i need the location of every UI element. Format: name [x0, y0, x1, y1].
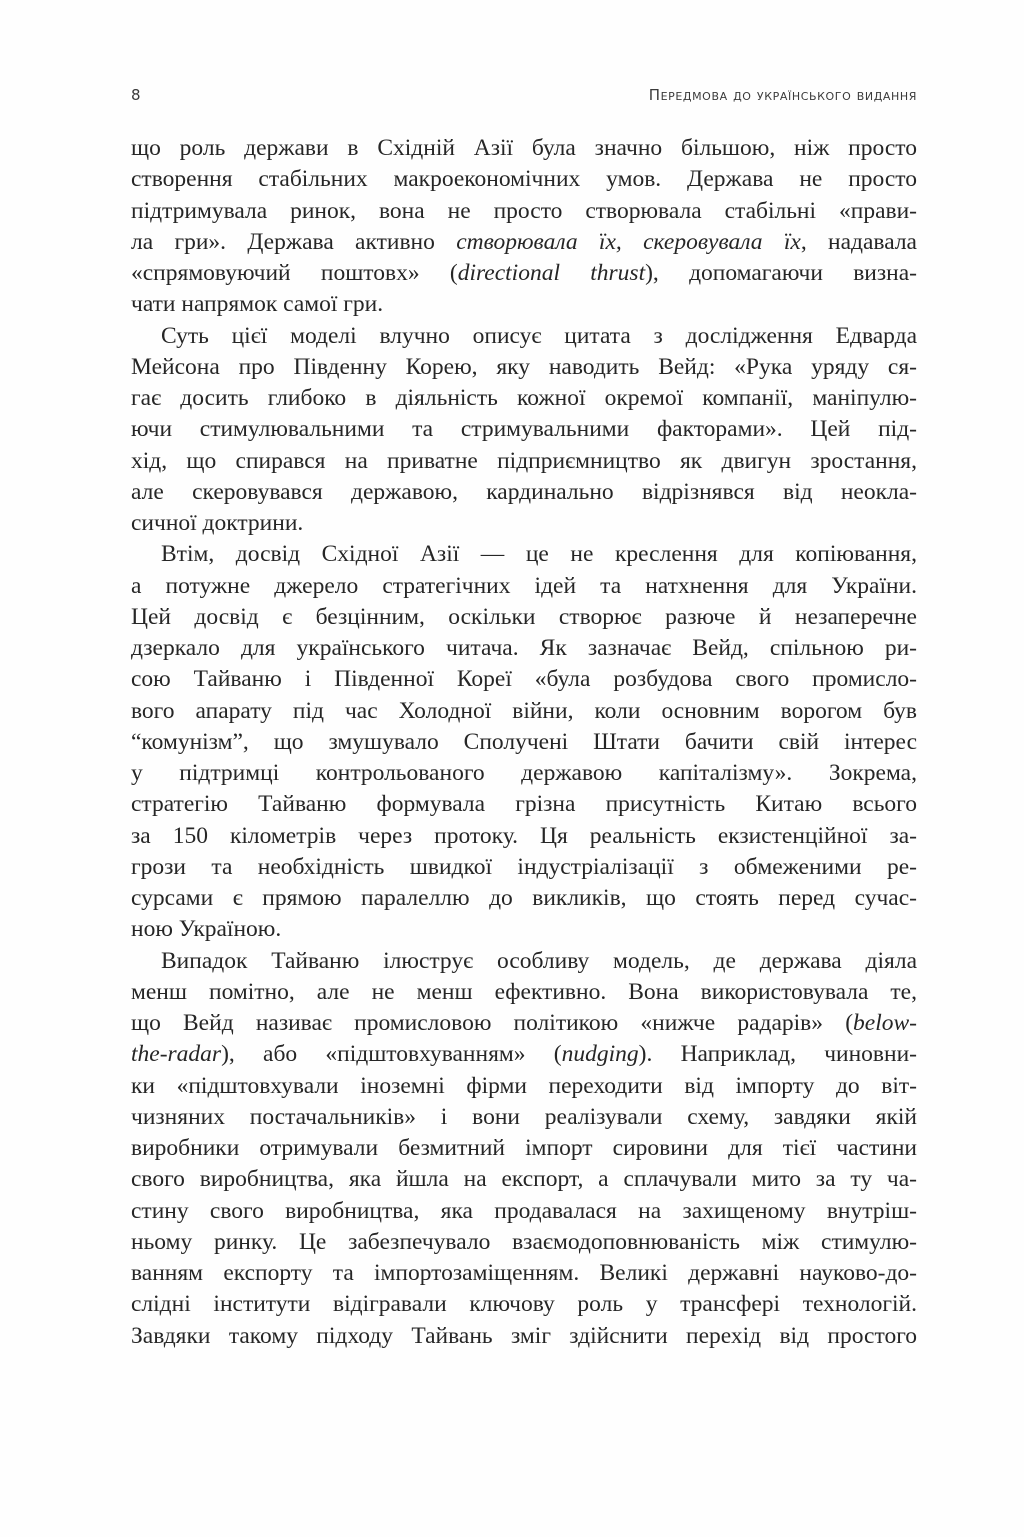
text-line: [131, 1133, 917, 1164]
text-span: підтримувала ринок, вона не просто створювала стабільні «прави-: [131, 197, 917, 224]
text-line: [131, 227, 917, 258]
text-line: [131, 1227, 917, 1258]
text-span: за 150 кілометрів через протоку. Ця реальність екзистенційної за-: [131, 822, 917, 849]
italic-term: the-radar: [131, 1041, 222, 1068]
text-span: вого апарату під час Холодної війни, коли основним ворогом був: [131, 697, 917, 724]
text-span: слідні інститути відігравали ключову роль у трансфері технологій.: [131, 1291, 917, 1318]
text-line: [131, 133, 917, 164]
text-line: [131, 383, 917, 414]
italic-term: directional thrust: [457, 260, 646, 286]
text-line: [131, 508, 917, 539]
italic-term: below-: [853, 1010, 917, 1036]
text-span: ), або «підштовхуванням» (: [221, 1041, 562, 1068]
text-line: [131, 477, 917, 508]
text-span: ), допомагаючи визна-: [645, 260, 917, 286]
text-line: [131, 258, 917, 289]
text-line: [131, 446, 917, 477]
text-span: Випадок Тайваню ілюструє особливу модель, де держава діяла: [161, 947, 917, 974]
text-span: у підтримці контрольованого державою капіталізму». Зокрема,: [131, 760, 917, 786]
text-line: [131, 977, 917, 1008]
text-span: менш помітно, але не менш ефективно. Вона використовувала те,: [131, 978, 917, 1005]
italic-emphasis: створювала їх, скеровувала їх: [456, 228, 801, 255]
text-line: [131, 571, 917, 602]
text-line: [131, 789, 917, 820]
text-span: Суть цієї моделі влучно описує цитата з дослідження Едварда: [161, 322, 917, 349]
text-line: [131, 1039, 917, 1070]
text-line: [131, 633, 917, 664]
text-span: ки «підштовхували іноземні фірми переходити від імпорту до віт-: [131, 1072, 917, 1099]
text-span: виробники отримували безмитний імпорт сировини для тієї частини: [131, 1135, 917, 1161]
running-header: [131, 86, 917, 110]
text-span: сичної доктрини.: [131, 510, 304, 536]
italic-term: nudging: [561, 1041, 639, 1068]
text-line: [131, 1321, 917, 1352]
text-line: [131, 539, 917, 570]
text-line: [131, 414, 917, 445]
text-line: [131, 321, 917, 352]
text-span: свого виробництва, яка йшла на експорт, а сплачували мито за ту ча-: [131, 1166, 917, 1193]
text-span: Мейсона про Південну Корею, яку наводить Вейд: «Рука уряду ся-: [131, 353, 917, 380]
text-span: грози та необхідність швидкої індустріалізації з обмеженими ре-: [131, 853, 917, 880]
text-span: ючи стимулювальними та стримувальними факторами». Цей під-: [131, 416, 917, 443]
text-span: хід, що спирався на приватне підприємництво як двигун зростання,: [131, 447, 917, 474]
text-span: чати напрямок самої гри.: [131, 291, 384, 318]
text-line: [131, 1196, 917, 1227]
text-line: [131, 696, 917, 727]
text-span: «спрямовуючий поштовх» (: [131, 260, 458, 286]
text-span: Завдяки такому підходу Тайвань зміг здійснити перехід від простого: [131, 1322, 917, 1349]
text-span: створення стабільних макроекономічних умов. Держава не просто: [131, 166, 917, 193]
text-span: що роль держави в Східній Азії була значно більшою, ніж просто: [131, 135, 917, 161]
text-span: дзеркало для українського читача. Як зазначає Вейд, спільною ри-: [131, 635, 917, 661]
page-number: 8: [131, 86, 141, 104]
text-span: ванням експорту та імпортозаміщенням. Великі державні науково-до-: [131, 1260, 917, 1286]
text-line: [131, 664, 917, 695]
text-span: гає досить глибоко в діяльність кожної окремої компанії, маніпулю-: [131, 385, 917, 411]
text-line: [131, 1008, 917, 1039]
text-span: Втім, досвід Східної Азії — це не креслення для копіювання,: [161, 541, 917, 568]
text-line: [131, 914, 917, 945]
text-line: [131, 1258, 917, 1289]
text-line: [131, 1164, 917, 1195]
text-line: [131, 352, 917, 383]
text-span: , надавала: [800, 228, 917, 255]
text-line: [131, 196, 917, 227]
text-line: [131, 602, 917, 633]
text-span: а потужне джерело стратегічних ідей та натхнення для України.: [131, 572, 917, 599]
text-span: сою Тайваню і Південної Кореї «була розбудова свого промисло-: [131, 666, 917, 693]
text-span: чизняних постачальників» і вони реалізували схему, завдяки якій: [131, 1103, 917, 1130]
text-span: “комунізм”, що змушувало Сполучені Штати бачити свій інтерес: [131, 728, 917, 755]
text-line: [131, 821, 917, 852]
text-line: [131, 1071, 917, 1102]
text-line: [131, 1102, 917, 1133]
text-span: ла гри». Держава активно: [131, 228, 457, 255]
text-span: Цей досвід є безцінним, оскільки створює разюче й незаперечне: [131, 603, 917, 630]
text-span: стину свого виробництва, яка продавалася на захищеному внутріш-: [131, 1197, 917, 1224]
text-line: [131, 758, 917, 789]
text-span: ). Наприклад, чиновни-: [638, 1041, 918, 1068]
text-line: [131, 1289, 917, 1320]
text-line: [131, 164, 917, 195]
text-line: [131, 289, 917, 320]
text-span: сурсами є прямою паралеллю до викликів, що стоять перед сучас-: [131, 885, 917, 911]
text-line: [131, 727, 917, 758]
chapter-title: Передмова до українського видання: [648, 86, 917, 104]
text-span: що Вейд називає промисловою політикою «нижче радарів» (: [131, 1010, 854, 1036]
text-span: ною Україною.: [131, 916, 282, 943]
text-line: [131, 852, 917, 883]
text-span: але скеровувався державою, кардинально відрізнявся від неокла-: [131, 478, 917, 505]
text-span: ньому ринку. Це забезпечувало взаємодоповнюваність між стимулю-: [131, 1228, 917, 1255]
text-line: [131, 946, 917, 977]
body-text: [131, 133, 917, 1352]
text-span: стратегію Тайваню формувала грізна присутність Китаю всього: [131, 791, 917, 818]
text-line: [131, 883, 917, 914]
